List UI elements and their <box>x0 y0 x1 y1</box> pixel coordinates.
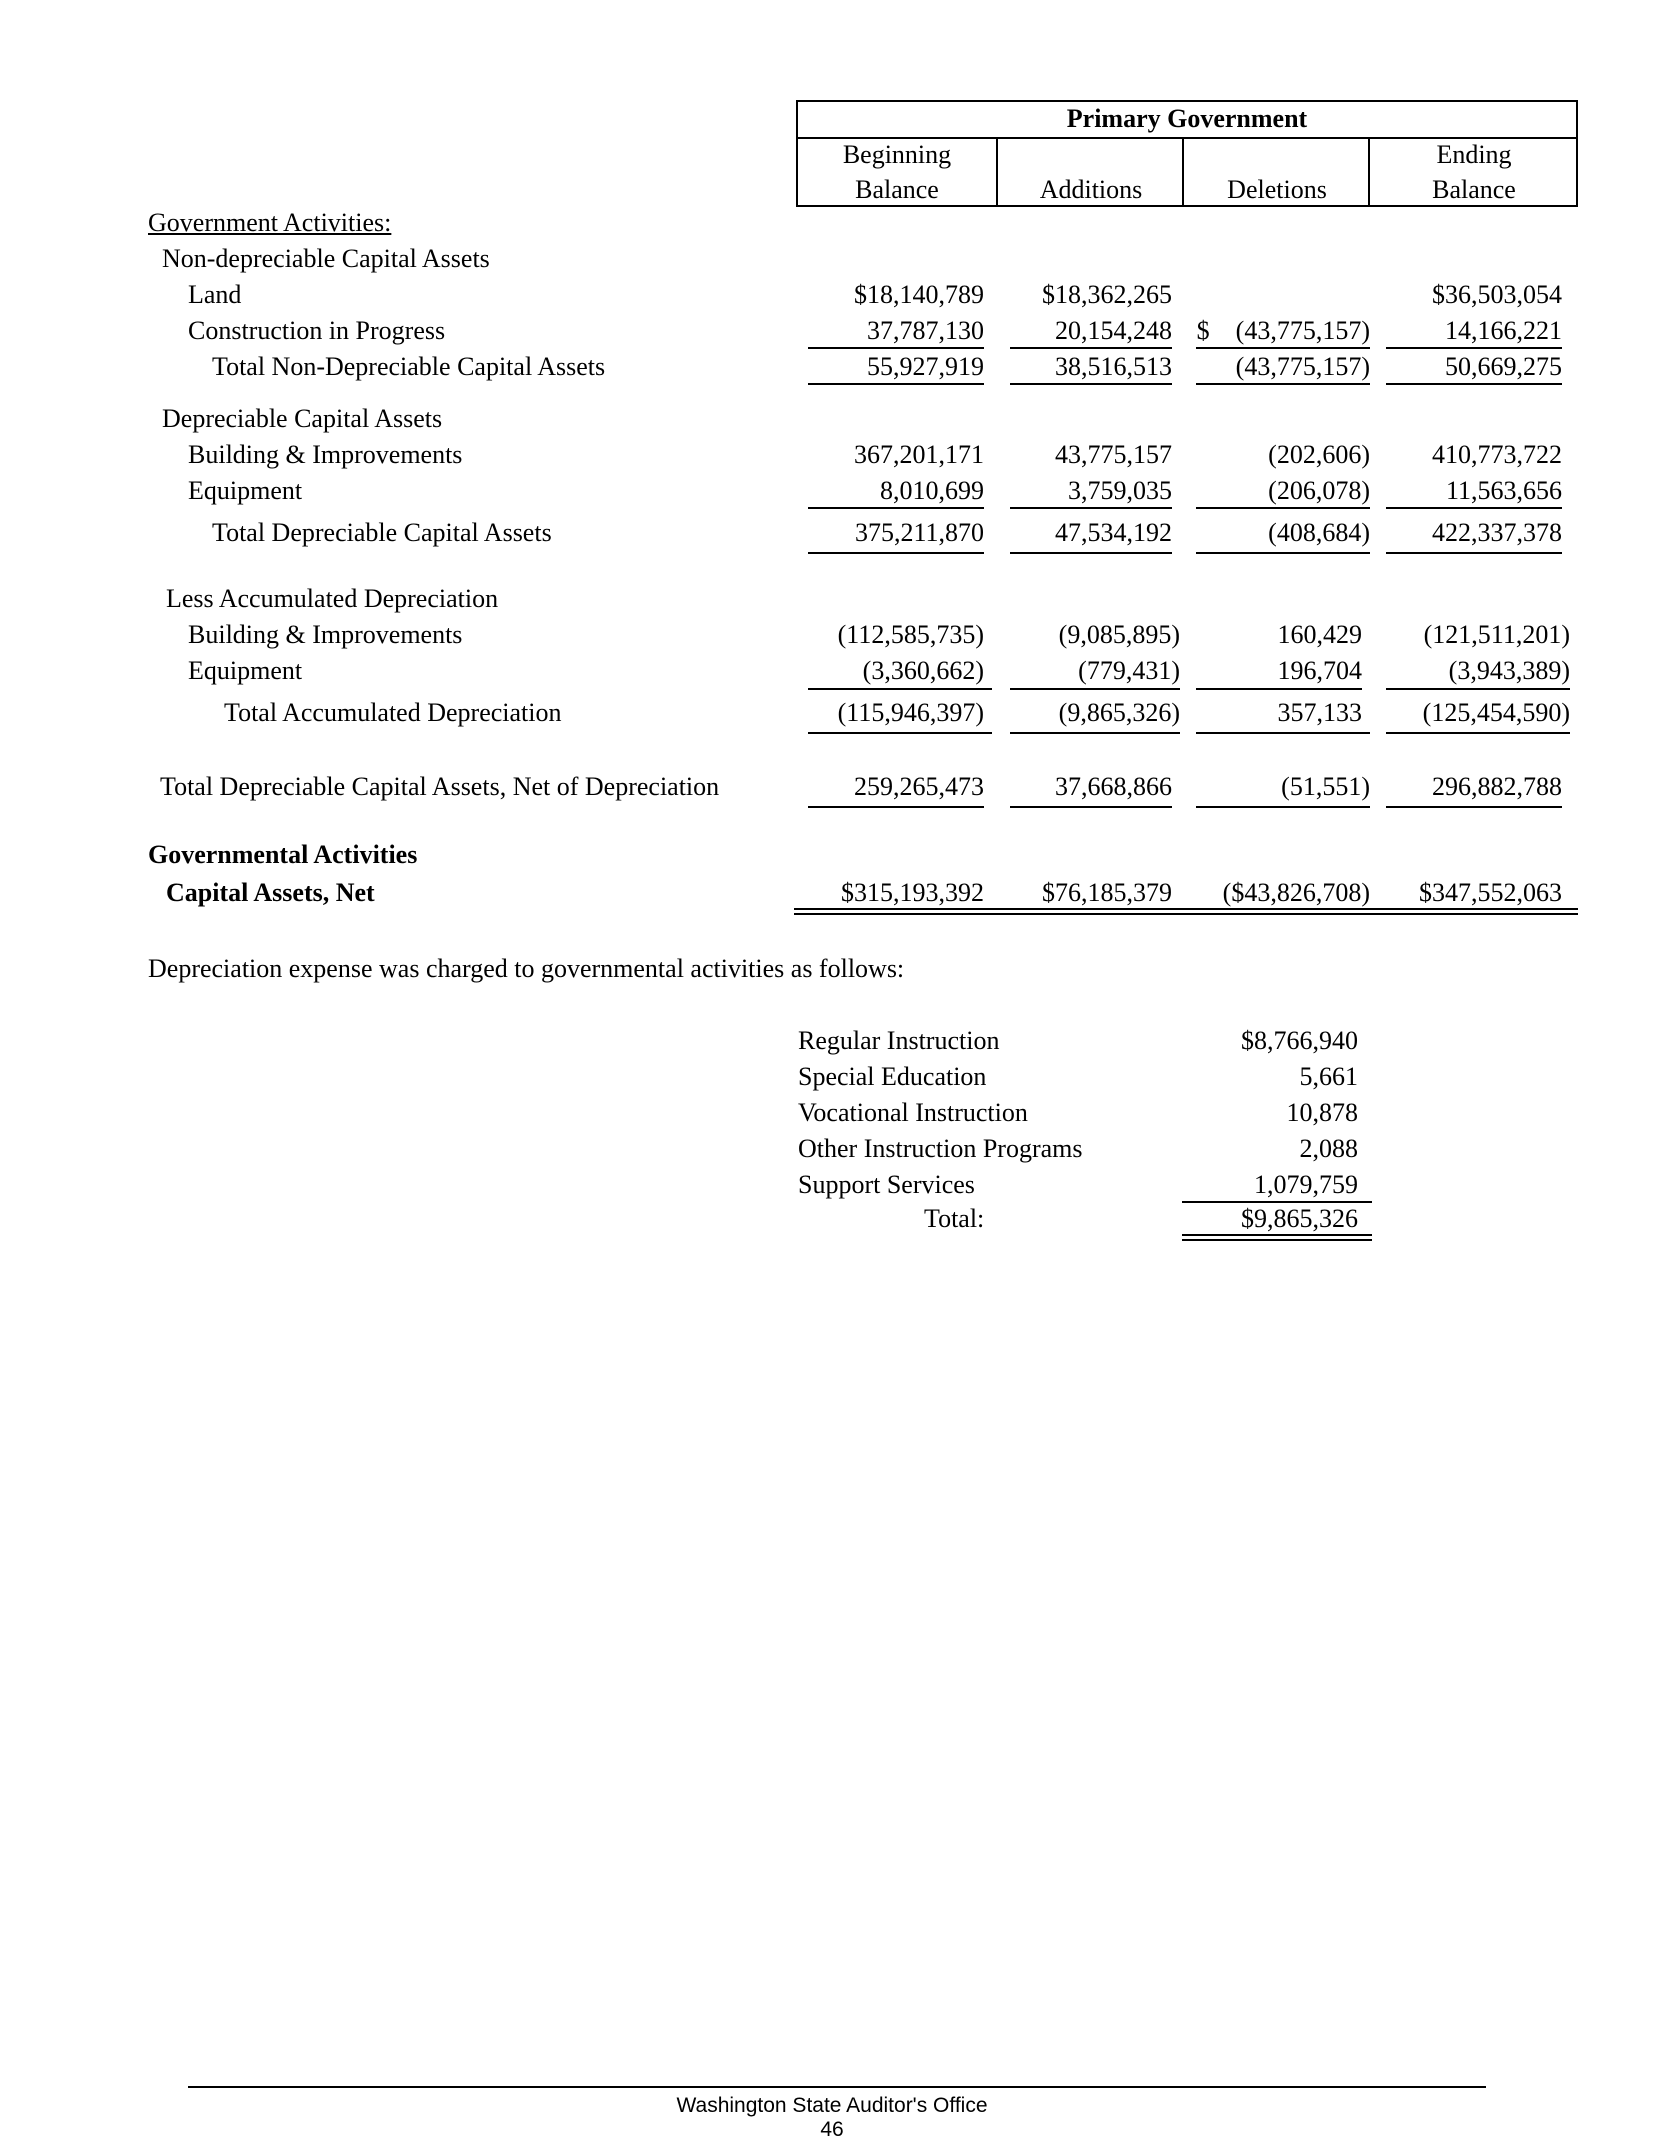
cell: 11,563,656 <box>1445 476 1562 505</box>
underline <box>808 552 984 554</box>
row-label-accum-equip: Equipment <box>188 656 303 685</box>
cell: $18,362,265 <box>1042 280 1172 309</box>
underline <box>1386 383 1562 385</box>
underline <box>1010 806 1172 808</box>
underline <box>1182 1201 1372 1203</box>
cell: 20,154,248 <box>1055 316 1172 345</box>
underline <box>1196 806 1370 808</box>
underline <box>1010 383 1172 385</box>
underline <box>1196 688 1362 690</box>
footer-office: Washington State Auditor's Office <box>676 2094 988 2117</box>
row-label-bldg: Building & Improvements <box>188 440 463 469</box>
cell: 296,882,788 <box>1432 772 1562 801</box>
dep-title: Depreciable Capital Assets <box>162 404 443 433</box>
cell: 47,534,192 <box>1055 518 1172 547</box>
cell: (112,585,735) <box>837 620 984 649</box>
nondep-title: Non-depreciable Capital Assets <box>162 244 490 273</box>
cell: 37,668,866 <box>1055 772 1172 801</box>
cell: 259,265,473 <box>854 772 984 801</box>
cell: (125,454,590) <box>1422 698 1570 727</box>
cell: $36,503,054 <box>1432 280 1562 309</box>
row-label-total-dep: Total Depreciable Capital Assets <box>212 518 552 547</box>
cell: (206,078) <box>1268 476 1370 505</box>
cell: ($43,826,708) <box>1222 878 1370 907</box>
underline <box>1196 347 1370 349</box>
cell: 43,775,157 <box>1055 440 1172 469</box>
cell: 422,337,378 <box>1432 518 1562 547</box>
cell: 375,211,870 <box>854 518 984 547</box>
primary-government-header: Primary Government <box>798 102 1576 139</box>
underline <box>1386 347 1562 349</box>
cell: 55,927,919 <box>867 352 984 381</box>
col-deletions: Deletions <box>1182 137 1370 205</box>
cell: 8,010,699 <box>880 476 984 505</box>
dep-item-value: $8,766,940 <box>1241 1026 1358 1055</box>
row-label-land: Land <box>188 280 242 309</box>
row-label-gov-net: Capital Assets, Net <box>166 878 375 907</box>
underline <box>1010 347 1172 349</box>
cell: 410,773,722 <box>1432 440 1562 469</box>
underline <box>1010 732 1180 734</box>
dep-item-value: 1,079,759 <box>1254 1170 1358 1199</box>
underline <box>1386 507 1562 509</box>
underline <box>1196 383 1370 385</box>
double-underline <box>794 908 1578 915</box>
row-label-equip: Equipment <box>188 476 303 505</box>
dep-item-value: 2,088 <box>1299 1134 1358 1163</box>
underline <box>1386 552 1562 554</box>
cell: 367,201,171 <box>854 440 984 469</box>
double-underline <box>1182 1234 1372 1241</box>
underline <box>808 732 992 734</box>
row-label-accum-bldg: Building & Improvements <box>188 620 463 649</box>
gov-title: Governmental Activities <box>148 840 418 869</box>
cell: 50,669,275 <box>1445 352 1562 381</box>
underline <box>808 347 984 349</box>
dep-item-label: Regular Instruction <box>798 1026 1000 1055</box>
cell: $347,552,063 <box>1419 878 1562 907</box>
dep-total-value: $9,865,326 <box>1241 1204 1358 1233</box>
cell: (43,775,157) <box>1235 352 1370 381</box>
cell: $18,140,789 <box>854 280 984 309</box>
cell: (3,360,662) <box>862 656 984 685</box>
underline <box>808 507 984 509</box>
col-ending-balance: Ending Balance <box>1368 137 1578 205</box>
underline <box>1196 507 1370 509</box>
dep-item-value: 5,661 <box>1299 1062 1358 1091</box>
col-beginning-balance: Beginning Balance <box>842 140 952 204</box>
cell: $76,185,379 <box>1042 878 1172 907</box>
underline <box>1196 732 1370 734</box>
cell: (408,684) <box>1268 518 1370 547</box>
cell: (115,946,397) <box>837 698 984 727</box>
underline <box>1010 688 1180 690</box>
row-label-total-nondep: Total Non-Depreciable Capital Assets <box>212 352 606 381</box>
cell: (9,085,895) <box>1058 620 1180 649</box>
cell: (202,606) <box>1268 440 1370 469</box>
dep-item-label: Support Services <box>798 1170 975 1199</box>
cell: 37,787,130 <box>867 316 984 345</box>
page-number: 46 <box>820 2118 844 2141</box>
cell: 196,704 <box>1277 656 1362 685</box>
row-label-cip: Construction in Progress <box>188 316 446 345</box>
cell: (779,431) <box>1078 656 1180 685</box>
cell: (9,865,326) <box>1058 698 1180 727</box>
underline <box>1010 552 1172 554</box>
dep-item-label: Other Instruction Programs <box>798 1134 1083 1163</box>
dep-total-label: Total: <box>924 1204 985 1233</box>
row-label-total-accum: Total Accumulated Depreciation <box>224 698 562 727</box>
table-header <box>796 100 1578 207</box>
underline <box>808 688 992 690</box>
underline <box>1010 507 1172 509</box>
cell: 3,759,035 <box>1068 476 1172 505</box>
dep-item-label: Vocational Instruction <box>798 1098 1028 1127</box>
accum-title: Less Accumulated Depreciation <box>166 584 499 613</box>
cell: (51,551) <box>1281 772 1370 801</box>
cell: 38,516,513 <box>1055 352 1172 381</box>
cell: $315,193,392 <box>841 878 984 907</box>
dep-item-label: Special Education <box>798 1062 987 1091</box>
row-label-net-dep: Total Depreciable Capital Assets, Net of Depreciation <box>160 772 720 801</box>
section-title: Government Activities: <box>148 208 392 237</box>
footer-rule <box>188 2086 1486 2088</box>
cell: $ (43,775,157) <box>1196 316 1370 345</box>
depreciation-intro: Depreciation expense was charged to governmental activities as follows: <box>148 954 905 983</box>
underline <box>1196 552 1370 554</box>
underline <box>1386 732 1570 734</box>
underline <box>808 383 984 385</box>
cell: (3,943,389) <box>1448 656 1570 685</box>
underline <box>1386 806 1562 808</box>
cell: 357,133 <box>1277 698 1362 727</box>
cell: 14,166,221 <box>1445 316 1562 345</box>
underline <box>1386 688 1570 690</box>
col-additions: Additions <box>996 137 1184 205</box>
underline <box>808 806 984 808</box>
dep-item-value: 10,878 <box>1286 1098 1358 1127</box>
cell: 160,429 <box>1277 620 1362 649</box>
cell: (121,511,201) <box>1423 620 1570 649</box>
